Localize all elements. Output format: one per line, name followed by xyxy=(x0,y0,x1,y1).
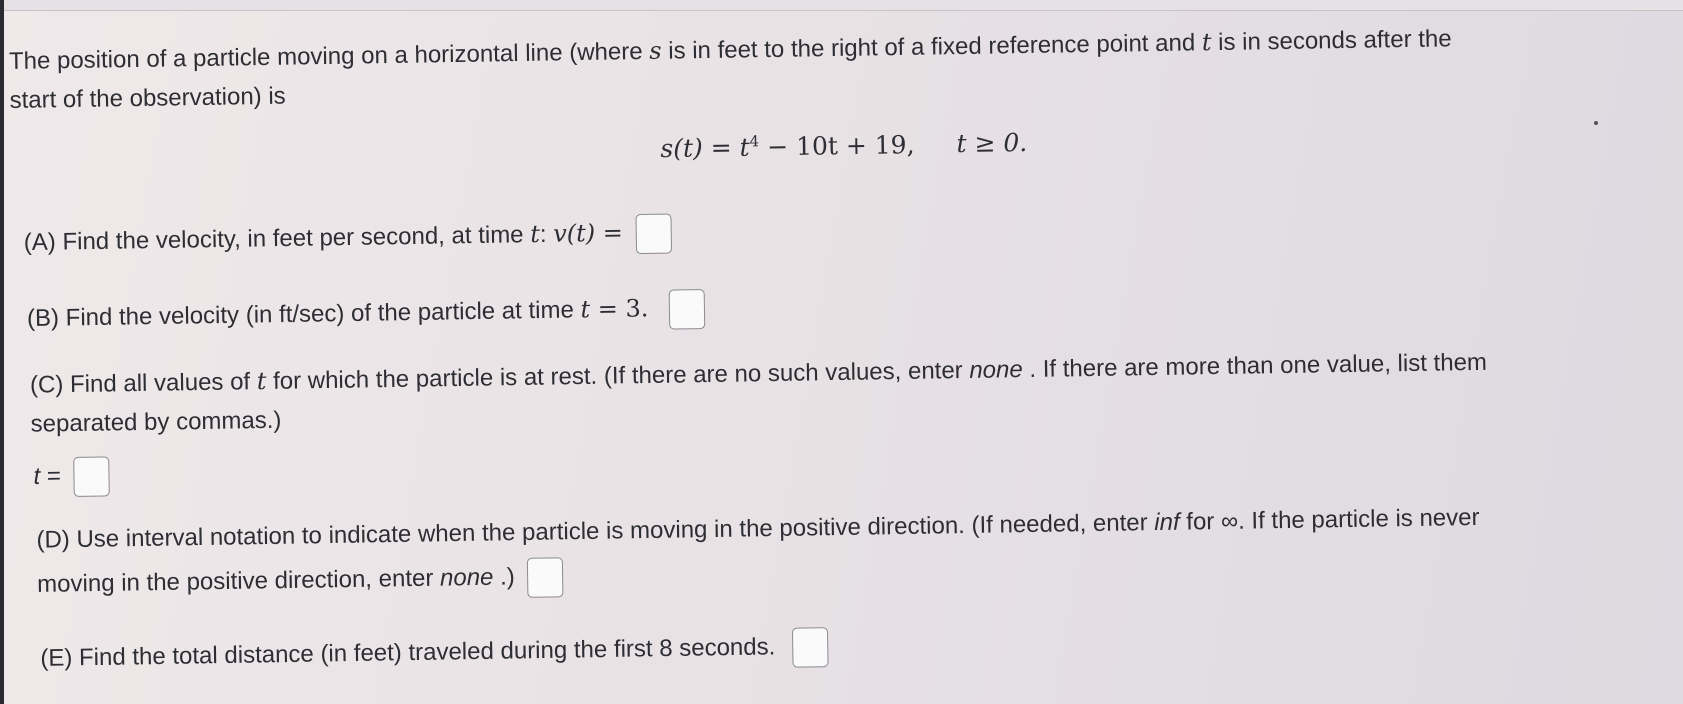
part-c-text-c: . If there are more than one value, list them xyxy=(1022,348,1488,384)
part-b xyxy=(27,289,706,340)
var-t: t xyxy=(1201,28,1212,57)
part-d-line-1 xyxy=(36,503,1479,556)
formula-t: t xyxy=(739,132,750,162)
answer-input-e[interactable] xyxy=(792,627,829,668)
part-a-t: t xyxy=(529,219,541,249)
answer-input-a[interactable] xyxy=(635,214,672,255)
part-b-t: t xyxy=(580,295,591,324)
part-b-text: (B) Find the velocity (in ft/sec) of the particle at time xyxy=(26,296,581,333)
part-d-text-2a: moving in the positive direction, enter xyxy=(36,564,441,598)
formula-rest: − 10t + 19, xyxy=(759,130,915,162)
speck xyxy=(1594,121,1598,125)
part-c-text-2: separated by commas.) xyxy=(30,406,282,438)
var-s: s xyxy=(649,36,662,65)
intro-line-2 xyxy=(9,82,286,116)
part-d-inf: inf xyxy=(1154,508,1180,537)
intro-text-b: is in feet to the right of a fixed reference point and xyxy=(661,29,1203,65)
formula-condition: t ≥ 0. xyxy=(956,128,1028,159)
part-c-label-t: t xyxy=(33,462,41,490)
part-a-eq: = xyxy=(594,218,624,248)
part-c-answer-row xyxy=(33,456,110,497)
formula-lhs: s(t) xyxy=(660,133,704,164)
intro-line-1 xyxy=(9,23,1452,77)
part-d-none: none xyxy=(439,563,494,592)
part-d-line-2 xyxy=(37,557,564,605)
part-c-text-a: (C) Find all values of xyxy=(29,368,257,399)
problem-content xyxy=(6,0,1667,704)
part-c-line-2 xyxy=(30,406,281,440)
answer-input-b[interactable] xyxy=(669,289,706,330)
part-a xyxy=(24,214,672,264)
part-d-text-a: (D) Use interval notation to indicate when the particle is moving in the positive direction. (If needed, enter xyxy=(36,509,1155,554)
position-formula xyxy=(660,128,1027,163)
intro-text-c: is in seconds after the xyxy=(1211,25,1452,57)
left-edge xyxy=(0,0,4,704)
answer-input-d[interactable] xyxy=(527,557,564,598)
formula-eq: = xyxy=(702,132,740,163)
part-c-t: t xyxy=(256,366,267,396)
part-a-expr: v(t) xyxy=(552,219,596,248)
part-d-text-2b: .) xyxy=(493,563,515,591)
answer-input-c[interactable] xyxy=(73,456,110,497)
part-d-text-b: for ∞. If the particle is never xyxy=(1179,503,1480,536)
part-c-text-b: for which the particle is at rest. (If there are no such values, enter xyxy=(266,356,970,395)
intro-text-2: start of the observation) is xyxy=(9,82,286,114)
part-a-colon: : xyxy=(539,220,554,248)
part-a-text: (A) Find the velocity, in feet per second, at time xyxy=(23,221,531,257)
part-c-none: none xyxy=(969,356,1023,384)
formula-exponent: 4 xyxy=(749,132,760,151)
part-b-eq: = 3. xyxy=(589,294,649,324)
part-c-line-1 xyxy=(30,347,1487,401)
part-c-label-eq: = xyxy=(39,462,62,490)
part-e-text: (E) Find the total distance (in feet) traveled during the first 8 seconds. xyxy=(40,633,776,672)
part-e xyxy=(40,627,828,679)
intro-text-a: The position of a particle moving on a horizontal line (where xyxy=(8,37,650,75)
